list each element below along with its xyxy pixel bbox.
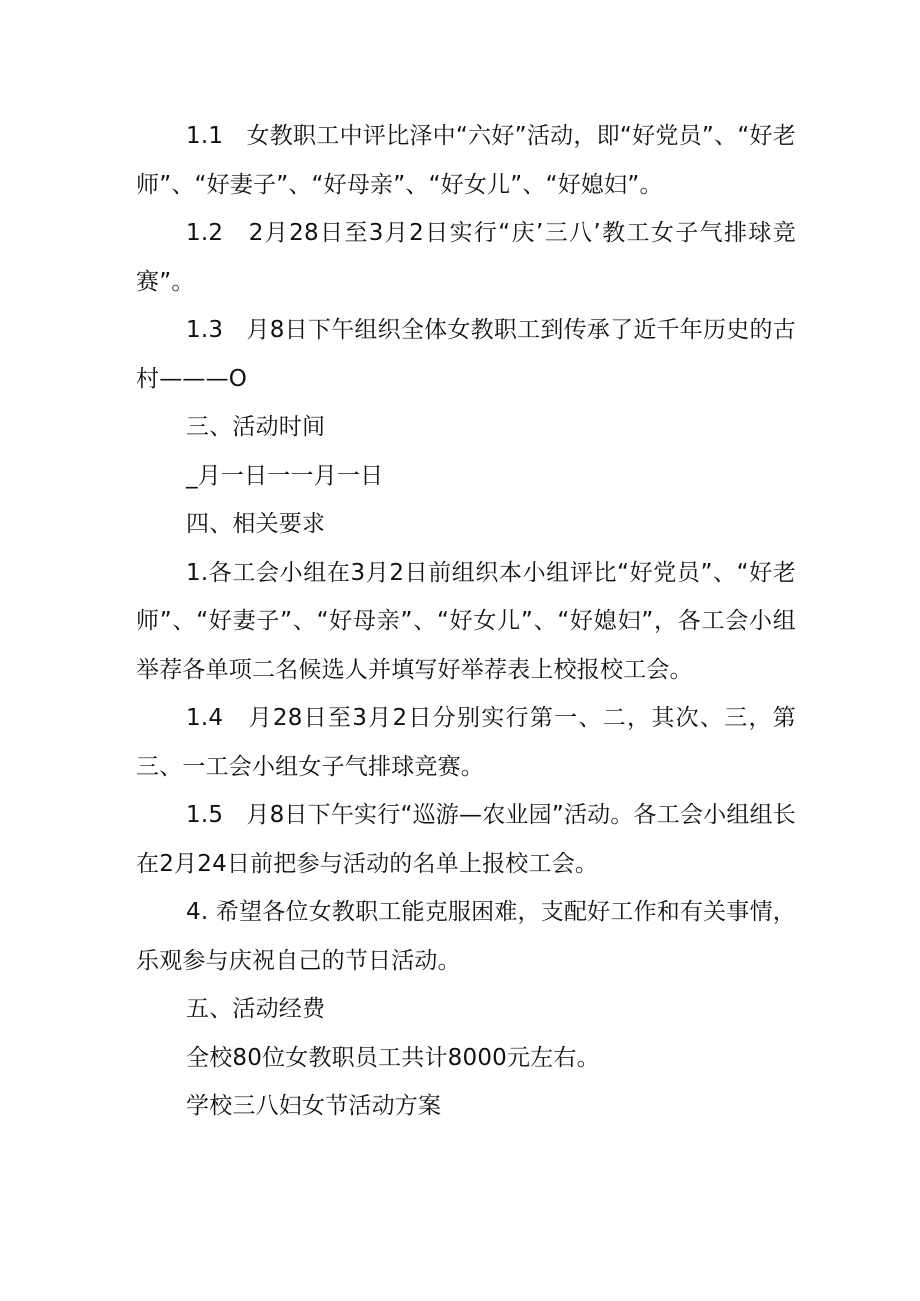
document-body — [136, 112, 796, 1131]
paragraph-funding-amount: 全校80位女教职员工共计8000元左右。 — [186, 1044, 600, 1071]
document-title-next: 学校三八妇女节活动方案 — [186, 1093, 442, 1119]
paragraph-requirement-1: 1.各工会小组在3月2日前组织本小组评比“好党员”、“好老师”、“好妻子”、“好母亲”、“好女儿”、“好媳妇”，各工会小组举荐各单项二名候选人并填写好举荐表上校报校工会。 — [136, 559, 796, 683]
section-heading-funding: 五、活动经费 — [186, 996, 326, 1022]
section-heading-requirements: 四、相关要求 — [186, 511, 326, 537]
paragraph-activity-dates: _月一日一一月一日 — [186, 462, 384, 489]
paragraph-requirement-4: 4. 希望各位女教职工能克服困难，支配好工作和有关事情，乐观参与庆祝自己的节日活动。 — [136, 899, 796, 974]
paragraph-1-3-village-trip: 1.3 月8日下午组织全体女教职工到传承了近千年历史的古村———O — [136, 317, 796, 392]
paragraph-1-2-volleyball-contest: 1.2 2月28日至3月2日实行“庆’三八’教工女子气排球竞赛”。 — [136, 220, 796, 295]
paragraph-1-4-volleyball-schedule: 1.4 月28日至3月2日分别实行第一、二，其次、三，第三、一工会小组女子气排球竞赛。 — [136, 705, 796, 780]
section-heading-activity-time: 三、活动时间 — [186, 414, 326, 440]
paragraph-1-5-farm-tour: 1.5 月8日下午实行“巡游—农业园”活动。各工会小组组长在2月24日前把参与活动的名单上报校工会。 — [136, 802, 796, 877]
paragraph-1-1-six-good-activity: 1.1 女教职工中评比泽中“六好”活动，即“好党员”、“好老师”、“好妻子”、“好母亲”、“好女儿”、“好媳妇”。 — [136, 123, 796, 198]
